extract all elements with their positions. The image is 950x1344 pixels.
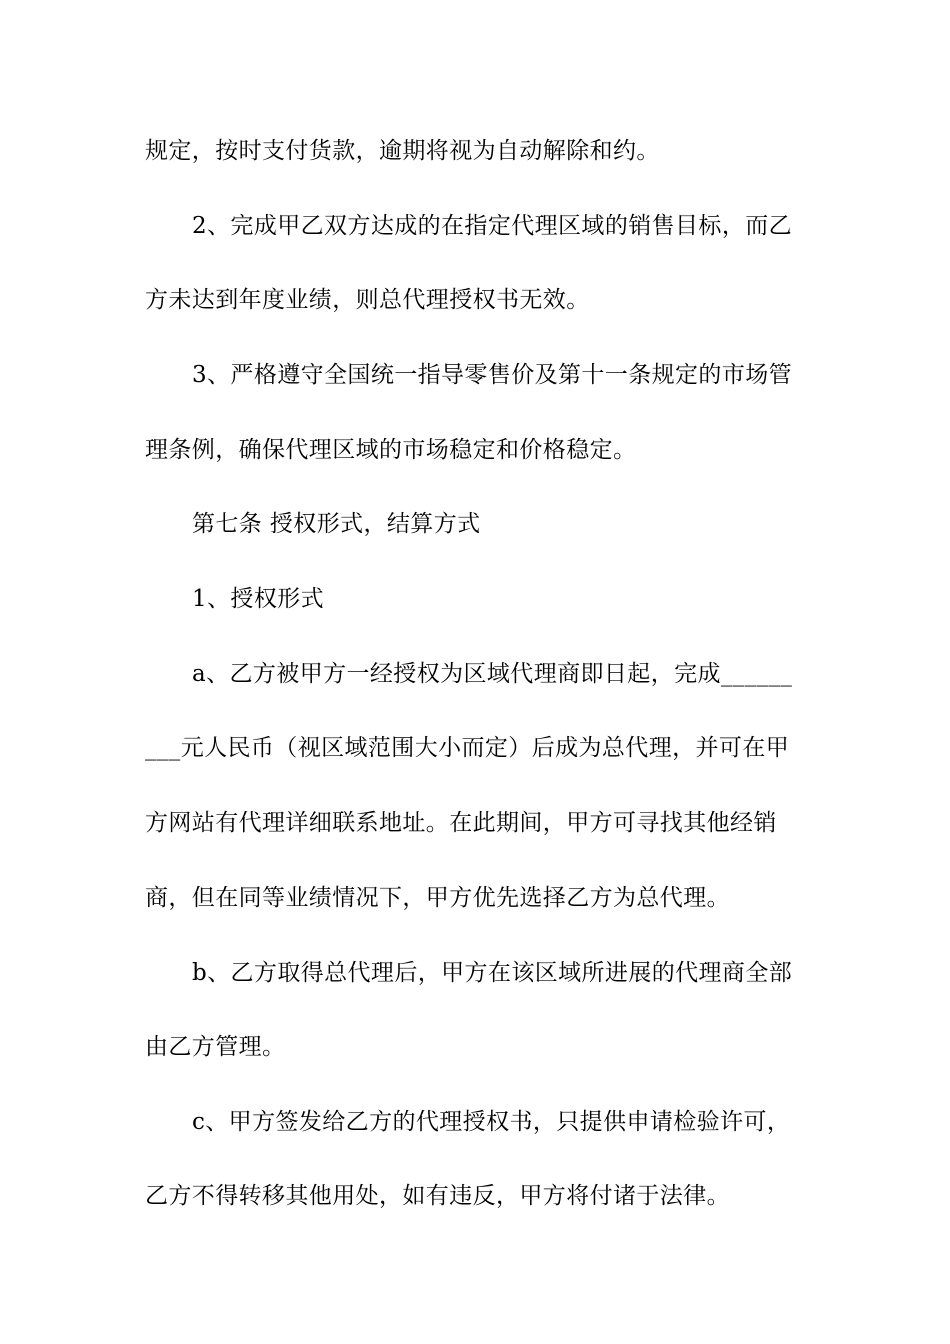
paragraph-line: 方未达到年度业绩，则总代理授权书无效。	[145, 287, 590, 313]
paragraph-line: ___元人民币（视区域范围大小而定）后成为总代理，并可在甲	[145, 735, 790, 761]
paragraph-line: 方网站有代理详细联系地址。在此期间，甲方可寻找其他经销	[145, 810, 777, 836]
paragraph-line: c、甲方签发给乙方的代理授权书，只提供申请检验许可，	[192, 1109, 791, 1135]
subsection-heading: 1、授权形式	[192, 586, 325, 612]
paragraph-line: 3、严格遵守全国统一指导零售价及第十一条规定的市场管	[192, 362, 793, 388]
paragraph-line: a、乙方被甲方一经授权为区域代理商即日起，完成______	[192, 661, 793, 687]
paragraph-line: 商，但在同等业绩情况下，甲方优先选择乙方为总代理。	[145, 885, 730, 911]
paragraph-line: 理条例，确保代理区域的市场稳定和价格稳定。	[145, 437, 637, 463]
paragraph-line: 2、完成甲乙双方达成的在指定代理区域的销售目标，而乙	[192, 213, 793, 239]
paragraph-line: 由乙方管理。	[145, 1034, 286, 1060]
section-heading: 第七条 授权形式，结算方式	[192, 511, 481, 537]
paragraph-line: b、乙方取得总代理后，甲方在该区域所进展的代理商全部	[192, 960, 793, 986]
paragraph-line: 规定，按时支付货款，逾期将视为自动解除和约。	[145, 138, 660, 164]
paragraph-line: 乙方不得转移其他用处，如有违反，甲方将付诸于法律。	[145, 1183, 730, 1209]
